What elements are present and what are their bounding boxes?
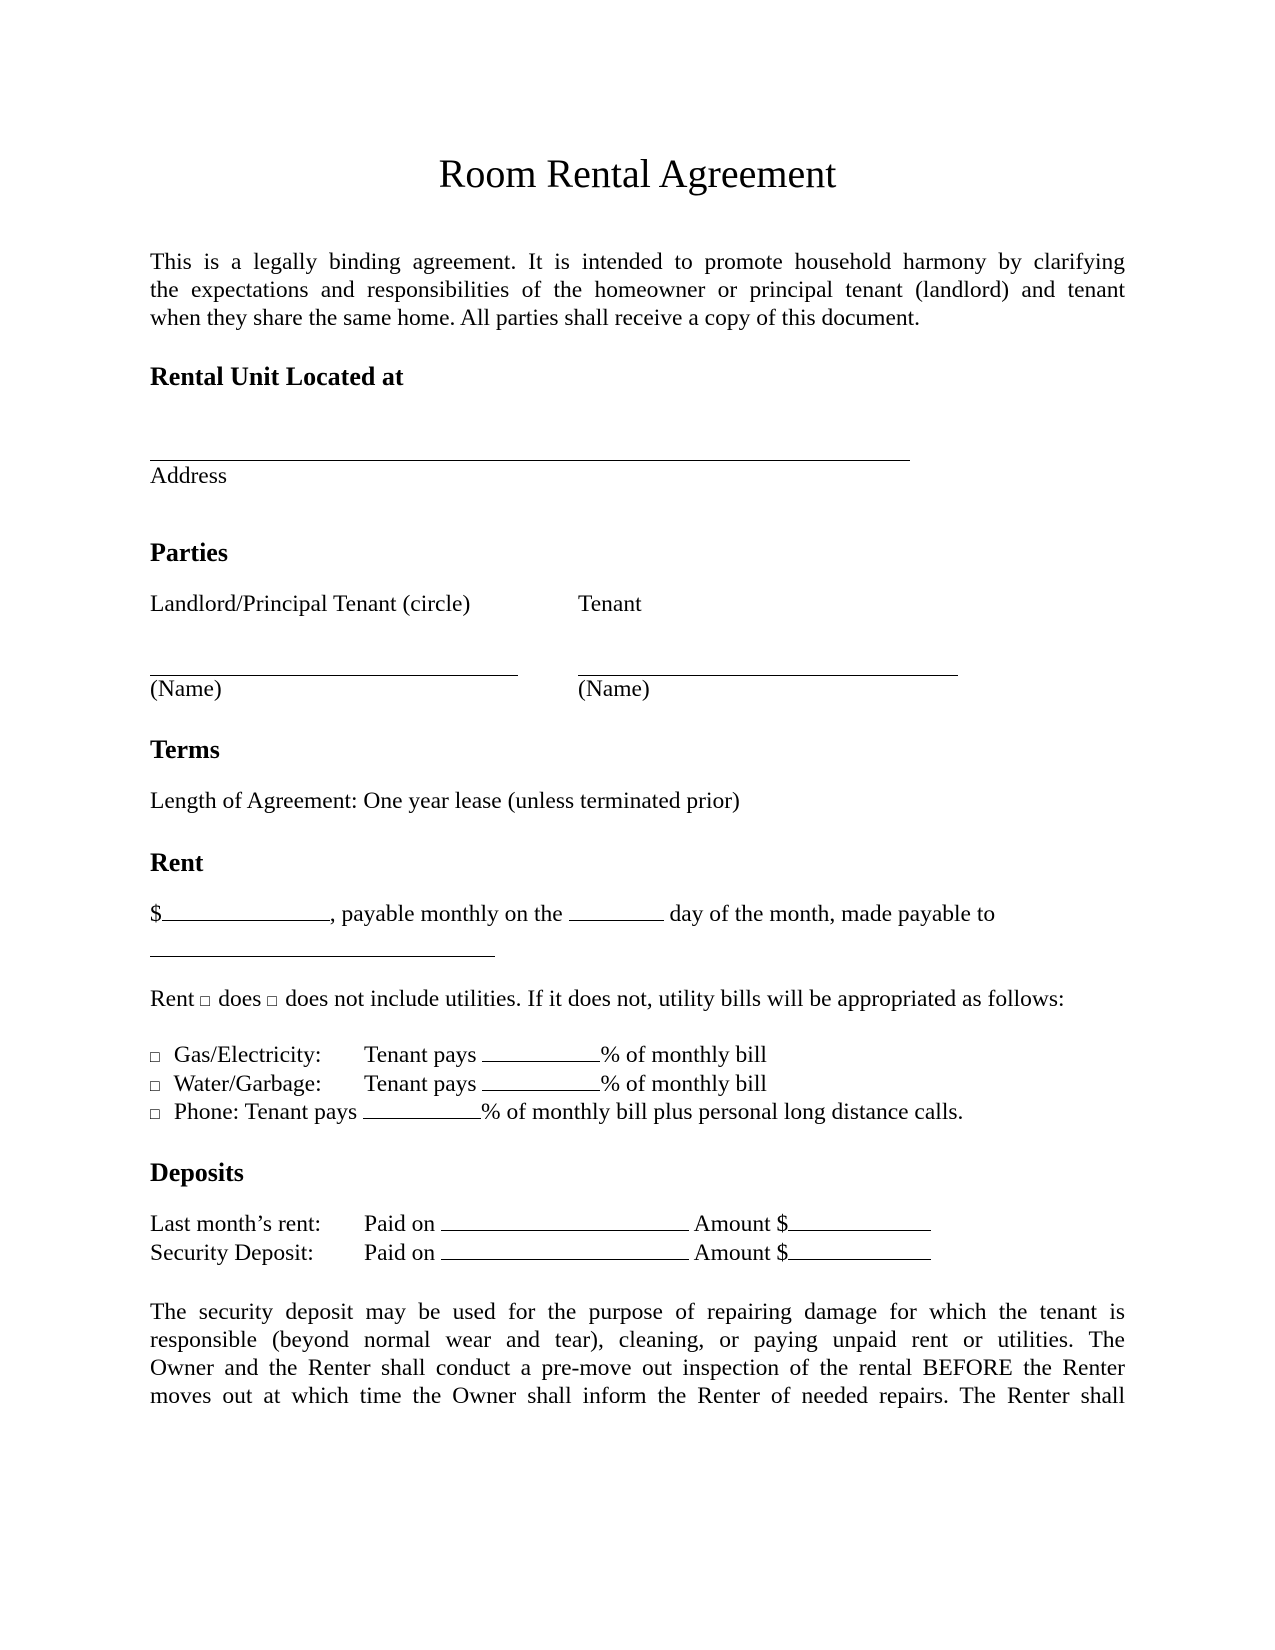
document-title: Room Rental Agreement [438, 151, 837, 196]
percent-suffix: % of monthly bill [600, 1071, 767, 1097]
deposit-row [364, 1240, 931, 1267]
utility-label: Phone: Tenant pays [173, 1099, 358, 1125]
tenant-label: Tenant [578, 591, 642, 617]
section-heading-parties: Parties [150, 538, 228, 567]
security-paid-on-field[interactable] [441, 1258, 689, 1260]
paid-on-label: Paid on [364, 1211, 436, 1237]
section-heading-terms: Terms [150, 735, 220, 764]
deposit-row [364, 1211, 931, 1238]
landlord-name-label: (Name) [150, 676, 222, 702]
utility-label: Water/Garbage: [173, 1071, 322, 1097]
deposit-paragraph-line: responsible (beyond normal wear and tear), cleaning, or paying unpaid rent or utilities. The [150, 1327, 1125, 1353]
does-label: does [218, 986, 262, 1012]
checkbox-does[interactable]: □ [200, 993, 210, 1010]
rent-line [150, 901, 995, 928]
day-text: day of the month, made payable to [669, 901, 996, 927]
intro-line: the expectations and responsibilities of the homeowner or principal tenant (landlord) and tenant [150, 277, 1125, 303]
landlord-label: Landlord/Principal Tenant (circle) [150, 591, 471, 617]
utility-row [150, 1099, 963, 1126]
utility-share [364, 1071, 767, 1098]
last-month-paid-on-field[interactable] [441, 1229, 689, 1231]
utility-row [150, 1071, 322, 1098]
utility-row [150, 1042, 321, 1069]
tenant-name-field[interactable] [578, 655, 958, 676]
percent-suffix: % of monthly bill plus personal long distance calls. [481, 1099, 964, 1125]
tenant-pays-text: Tenant pays [364, 1042, 477, 1068]
last-month-amount-field[interactable] [788, 1229, 931, 1231]
rent-prefix: Rent [150, 986, 195, 1012]
deposit-label: Last month’s rent: [150, 1211, 322, 1237]
agreement-length: Length of Agreement: One year lease (unless terminated prior) [150, 788, 740, 814]
payable-to-field[interactable] [150, 936, 495, 957]
utility-share [364, 1042, 767, 1069]
address-field[interactable] [150, 440, 910, 461]
deposit-paragraph-line: Owner and the Renter shall conduct a pre-move out inspection of the rental BEFORE the Renter [150, 1355, 1125, 1381]
deposit-label: Security Deposit: [150, 1240, 314, 1266]
deposit-paragraph-line: moves out at which time the Owner shall inform the Renter of needed repairs. The Renter shall [150, 1383, 1125, 1409]
rent-day-field[interactable] [569, 919, 664, 921]
checkbox-does-not[interactable]: □ [267, 993, 277, 1010]
intro-line: This is a legally binding agreement. It is intended to promote household harmony by clarifying [150, 249, 1125, 275]
does-not-label: does not include utilities. If it does not, utility bills will be appropriated as follows: [285, 986, 1065, 1012]
amount-label: Amount $ [693, 1240, 789, 1266]
section-heading-deposits: Deposits [150, 1158, 244, 1187]
intro-line: when they share the same home. All parties shall receive a copy of this document. [150, 305, 921, 331]
gas-percent-field[interactable] [482, 1060, 600, 1062]
amount-label: Amount $ [693, 1211, 789, 1237]
dollar-sign: $ [150, 901, 162, 927]
section-heading-rent: Rent [150, 848, 204, 877]
checkbox-phone[interactable]: □ [150, 1106, 160, 1123]
utility-label: Gas/Electricity: [173, 1042, 322, 1068]
phone-percent-field[interactable] [363, 1117, 481, 1119]
deposit-paragraph-line: The security deposit may be used for the purpose of repairing damage for which the tenant is [150, 1299, 1125, 1325]
payable-text: , payable monthly on the [329, 901, 563, 927]
water-percent-field[interactable] [482, 1089, 600, 1091]
checkbox-gas-electricity[interactable]: □ [150, 1049, 160, 1066]
security-amount-field[interactable] [788, 1258, 931, 1260]
paid-on-label: Paid on [364, 1240, 436, 1266]
tenant-name-label: (Name) [578, 676, 650, 702]
checkbox-water-garbage[interactable]: □ [150, 1078, 160, 1095]
rent-amount-field[interactable] [162, 919, 330, 921]
address-label: Address [150, 463, 228, 489]
percent-suffix: % of monthly bill [600, 1042, 767, 1068]
section-heading-rental-unit: Rental Unit Located at [150, 362, 404, 391]
utilities-inclusion-line [150, 986, 1065, 1013]
landlord-name-field[interactable] [150, 655, 518, 676]
tenant-pays-text: Tenant pays [364, 1071, 477, 1097]
